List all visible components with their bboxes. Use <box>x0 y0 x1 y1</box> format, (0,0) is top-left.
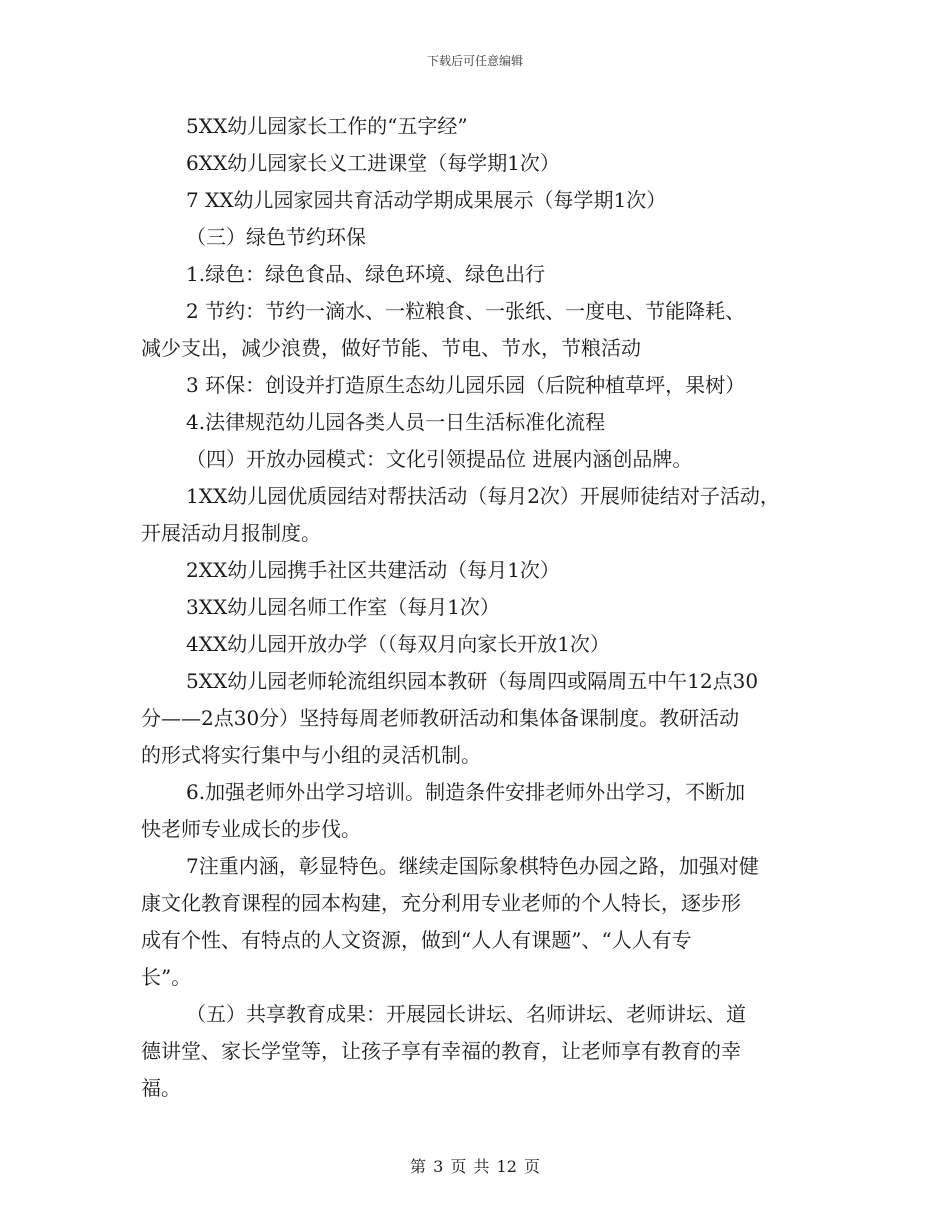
section-heading: （四）开放办园模式：文化引领提品位 进展内涵创品牌。 <box>186 447 693 471</box>
text-line: 成有个性、有特点的人文资源，做到“人人有课题”、“人人有专 <box>141 928 692 952</box>
document-body <box>141 108 821 1107</box>
text-line: 2XX幼儿园携手社区共建活动（每月1次） <box>186 558 560 582</box>
text-line: 3XX幼儿园名师工作室（每月1次） <box>186 595 500 619</box>
text-line: 3 环保：创设并打造原生态幼儿园乐园（后院种植草坪，果树） <box>186 373 746 397</box>
section-heading: （五）共享教育成果：开展园长讲坛、名师讲坛、老师讲坛、道 <box>186 1002 746 1026</box>
text-line: 康文化教育课程的园本构建，充分利用专业老师的个人特长，逐步形 <box>141 891 741 915</box>
page-header: 下载后可任意编辑 <box>426 54 523 68</box>
text-line: 1XX幼儿园优质园结对帮扶活动（每月2次）开展师徒结对子活动， <box>186 484 780 508</box>
text-line: 2 节约：节约一滴水、一粒粮食、一张纸、一度电、节能降耗、 <box>186 299 746 323</box>
text-line: 分——2点30分）坚持每周老师教研活动和集体备课制度。教研活动 <box>141 706 740 730</box>
text-line: 5XX幼儿园老师轮流组织园本教研（每周四或隔周五中午12点30 <box>186 669 759 693</box>
section-heading: （三）绿色节约环保 <box>186 225 366 249</box>
text-line: 6XX幼儿园家长义工进课堂（每学期1次） <box>186 151 560 175</box>
text-line: 4XX幼儿园开放办学（（每双月向家长开放1次） <box>186 632 610 656</box>
text-line: 7 XX幼儿园家园共育活动学期成果展示（每学期1次） <box>186 188 667 212</box>
text-line: 5XX幼儿园家长工作的“五字经” <box>186 114 468 138</box>
text-line: 开展活动月报制度。 <box>141 521 321 545</box>
text-line: 6.加强老师外出学习培训。制造条件安排老师外出学习，不断加 <box>186 780 746 804</box>
text-line: 德讲堂、家长学堂等，让孩子享有幸福的教育，让老师享有教育的幸 <box>141 1039 741 1063</box>
text-line: 的形式将实行集中与小组的灵活机制。 <box>141 743 481 767</box>
text-line: 长”。 <box>141 965 192 989</box>
page-number-footer: 第 3 页 共 12 页 <box>410 1157 540 1176</box>
text-line: 1.绿色：绿色食品、绿色环境、绿色出行 <box>186 262 546 286</box>
text-line: 快老师专业成长的步伐。 <box>141 817 361 841</box>
text-line: 7注重内涵，彰显特色。继续走国际象棋特色办园之路，加强对健 <box>186 854 759 878</box>
text-line: 4.法律规范幼儿园各类人员一日生活标准化流程 <box>186 410 606 434</box>
text-line: 福。 <box>141 1076 181 1100</box>
text-line: 减少支出，减少浪费，做好节能、节电、节水，节粮活动 <box>141 336 641 360</box>
